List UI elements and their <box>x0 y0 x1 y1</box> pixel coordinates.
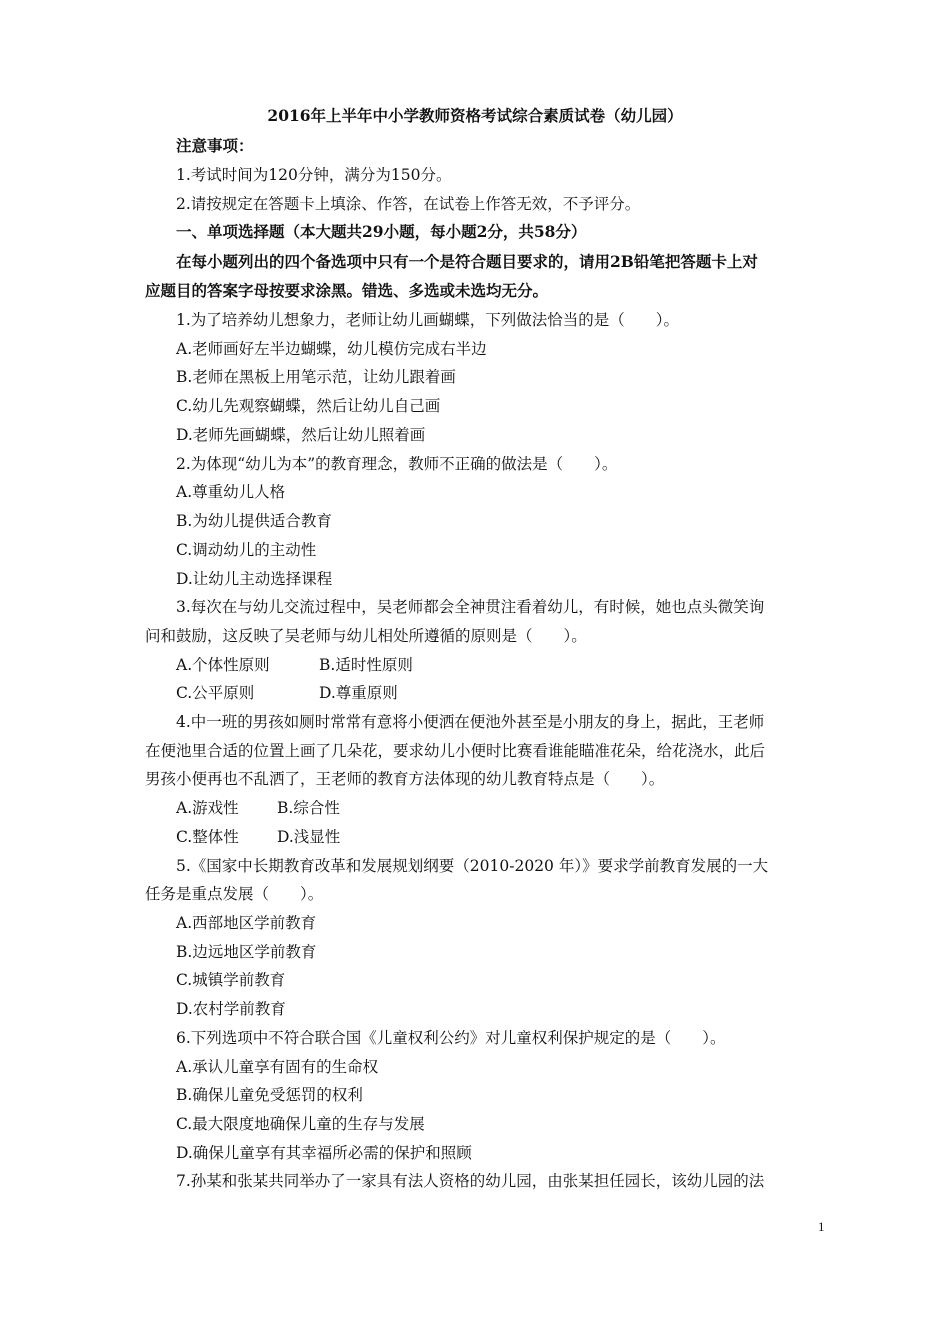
section-instruction-line-2: 应题目的答案字母按要求涂黑。错选、多选或未选均无分。 <box>145 281 549 300</box>
question-6-option-a: A.承认儿童享有固有的生命权 <box>176 1058 379 1076</box>
notes-heading: 注意事项： <box>176 136 254 155</box>
notes-item-2: 2.请按规定在答题卡上填涂、作答，在试卷上作答无效，不予评分。 <box>176 195 641 213</box>
question-4-option-c: C.整体性 <box>176 828 239 846</box>
question-3-stem-line-2: 问和鼓励，这反映了吴老师与幼儿相处所遵循的原则是（ ）。 <box>145 627 587 645</box>
section-instruction-line-1: 在每小题列出的四个备选项中只有一个是符合题目要求的，请用2B铅笔把答题卡上对 <box>176 252 758 271</box>
question-6-option-d: D.确保儿童享有其幸福所必需的保护和照顾 <box>176 1144 472 1162</box>
page-number: 1 <box>818 1219 825 1234</box>
question-3-option-d: D.尊重原则 <box>319 684 398 702</box>
question-7-stem-line-1: 7.孙某和张某共同举办了一家具有法人资格的幼儿园，由张某担任园长，该幼儿园的法 <box>176 1172 765 1190</box>
question-1-option-a: A.老师画好左半边蝴蝶，幼儿模仿完成右半边 <box>176 340 487 358</box>
question-2-option-a: A.尊重幼儿人格 <box>176 483 286 501</box>
question-2-option-c: C.调动幼儿的主动性 <box>176 541 317 559</box>
question-5-option-d: D.农村学前教育 <box>176 1000 286 1018</box>
question-2-stem: 2.为体现“幼儿为本”的教育理念，教师不正确的做法是（ ）。 <box>176 455 618 473</box>
question-5-stem-line-1: 5.《国家中长期教育改革和发展规划纲要（2010-2020 年）》要求学前教育发展的一大 <box>176 857 769 875</box>
question-1-option-d: D.老师先画蝴蝶，然后让幼儿照着画 <box>176 426 426 444</box>
exam-title: 2016年上半年中小学教师资格考试综合素质试卷（幼儿园） <box>267 106 683 125</box>
question-5-option-a: A.西部地区学前教育 <box>176 914 317 932</box>
notes-item-1: 1.考试时间为120分钟，满分为150分。 <box>176 166 452 184</box>
question-1-option-c: C.幼儿先观察蝴蝶，然后让幼儿自己画 <box>176 397 441 415</box>
question-4-stem-line-2: 在便池里合适的位置上画了几朵花，要求幼儿小便时比赛看谁能瞄准花朵，给花浇水，此后 <box>145 742 766 760</box>
question-1-stem: 1.为了培养幼儿想象力，老师让幼儿画蝴蝶，下列做法恰当的是（ ）。 <box>176 311 680 329</box>
question-4-option-d: D.浅显性 <box>277 828 341 846</box>
question-3-option-b: B.适时性原则 <box>319 656 413 674</box>
question-6-option-c: C.最大限度地确保儿童的生存与发展 <box>176 1115 425 1133</box>
question-4-option-a: A.游戏性 <box>176 799 239 817</box>
question-5-option-c: C.城镇学前教育 <box>176 971 286 989</box>
question-2-option-b: B.为幼儿提供适合教育 <box>176 512 332 530</box>
question-5-option-b: B.边远地区学前教育 <box>176 943 317 961</box>
question-6-stem: 6.下列选项中不符合联合国《儿童权利公约》对儿童权利保护规定的是（ ）。 <box>176 1029 726 1047</box>
question-2-option-d: D.让幼儿主动选择课程 <box>176 570 333 588</box>
question-3-option-a: A.个体性原则 <box>176 656 270 674</box>
question-3-stem-line-1: 3.每次在与幼儿交流过程中，吴老师都会全神贯注看着幼儿，有时候，她也点头微笑询 <box>176 598 765 616</box>
question-4-stem-line-1: 4.中一班的男孩如厕时常常有意将小便洒在便池外甚至是小朋友的身上，据此，王老师 <box>176 713 765 731</box>
question-4-option-b: B.综合性 <box>277 799 340 817</box>
question-4-stem-line-3: 男孩小便再也不乱洒了，王老师的教育方法体现的幼儿教育特点是（ ）。 <box>145 770 665 788</box>
question-3-option-c: C.公平原则 <box>176 684 255 702</box>
question-1-option-b: B.老师在黑板上用笔示范，让幼儿跟着画 <box>176 368 456 386</box>
question-5-stem-line-2: 任务是重点发展（ ）。 <box>145 885 324 903</box>
question-6-option-b: B.确保儿童免受惩罚的权利 <box>176 1086 363 1104</box>
section-heading: 一、单项选择题（本大题共29小题，每小题2分，共58分） <box>176 222 587 241</box>
